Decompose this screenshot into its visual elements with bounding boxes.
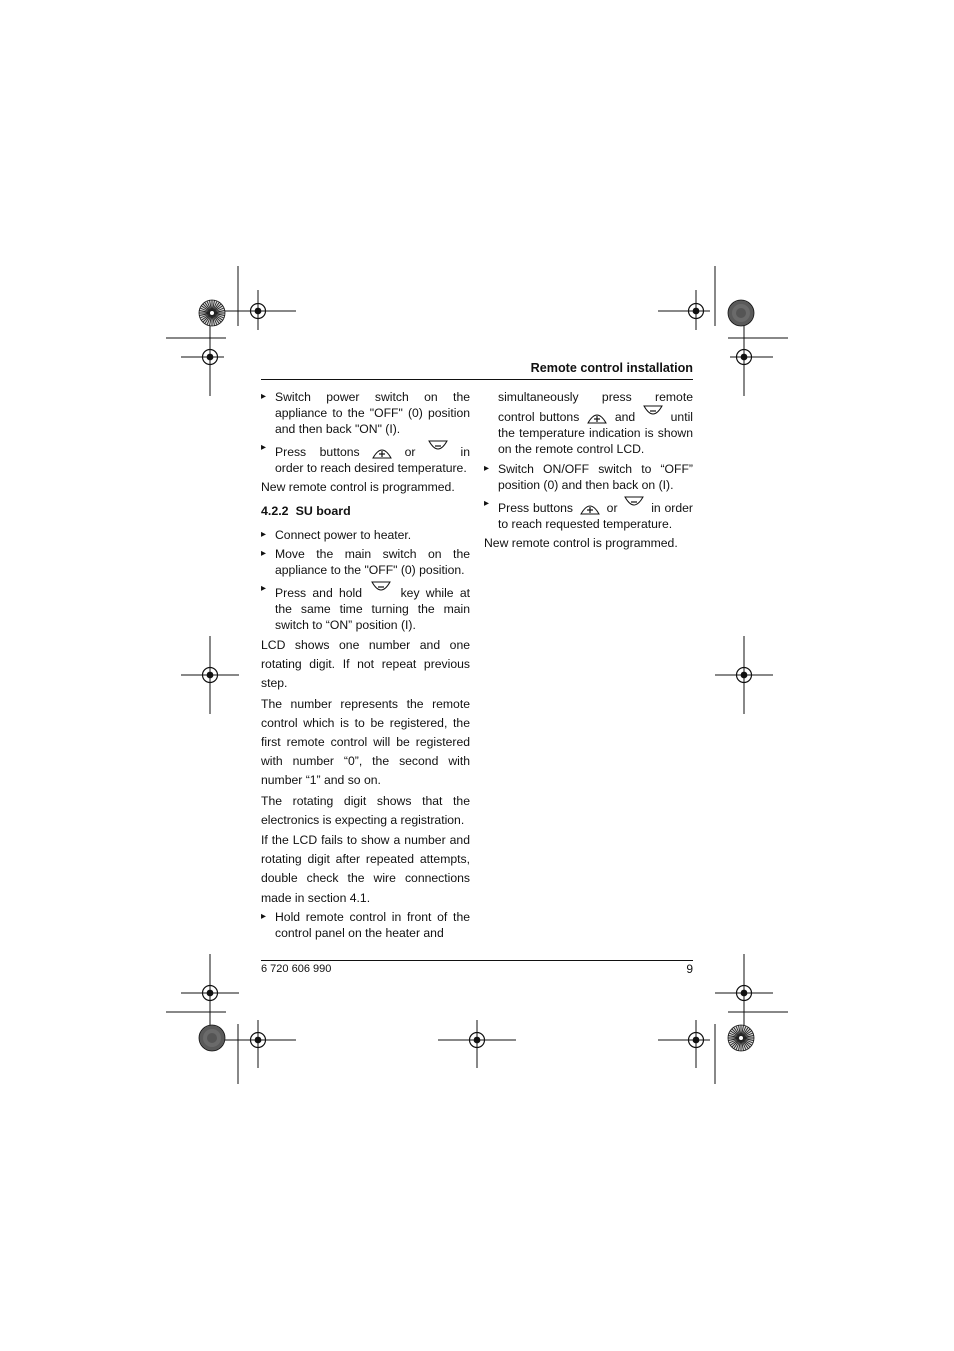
list-item: ▸ Press buttons or in order to reach desired temperature. (261, 440, 470, 476)
left-column (261, 389, 470, 944)
paragraph: If the LCD fails to show a number and rotating digit after repeated attempts, double check the wire connections made in section 4.1. (261, 833, 470, 905)
list-item: ▸ Switch power switch on the appliance to the "OFF" (0) position and then back "ON" (I). (261, 389, 470, 437)
minus-button-icon (428, 440, 448, 454)
section-title: SU board (295, 504, 351, 518)
plus-button-icon (580, 501, 600, 515)
paragraph: The rotating digit shows that the electronics is expecting a registration. (261, 793, 470, 827)
list-item: ▸ Connect power to heater. (261, 527, 470, 543)
list-item: ▸ Hold remote control in front of the control panel on the heater and (261, 909, 470, 941)
plus-button-icon (372, 445, 392, 459)
minus-button-icon (371, 581, 391, 595)
paragraph: New remote control is programmed. (261, 480, 455, 494)
list-item: ▸ Switch ON/OFF switch to “OFF” position (0) and then back on (I). (484, 461, 693, 493)
minus-button-icon (643, 405, 663, 419)
page-number: 9 (686, 962, 693, 976)
footer-rule (261, 960, 693, 961)
page-header-title: Remote control installation (530, 361, 693, 375)
paragraph: The number represents the remote control which is to be registered, the first remote control will be registered with number “0”, the second with number “1” and so on. (261, 696, 470, 788)
document-number: 6 720 606 990 (261, 963, 332, 975)
list-item: ▸ Press and hold key while at the same time turning the main switch to “ON” position (I). (261, 581, 470, 633)
list-item: ▸ Press buttons or in order to reach requested temperature. (484, 496, 693, 532)
right-column (484, 389, 693, 554)
header-rule (261, 379, 693, 380)
minus-button-icon (624, 496, 644, 510)
section-heading (261, 503, 470, 519)
list-item: ▸ Move the main switch on the appliance to the "OFF" (0) position. (261, 546, 470, 578)
paragraph: LCD shows one number and one rotating digit. If not repeat previous step. (261, 638, 470, 691)
continued-text: simultaneously press remote control buttons and until the temperature indication is shown on the remote control LCD. (498, 390, 694, 456)
plus-button-icon (587, 410, 607, 424)
section-number: 4.2.2 (261, 504, 289, 518)
paragraph: New remote control is programmed. (484, 536, 678, 550)
